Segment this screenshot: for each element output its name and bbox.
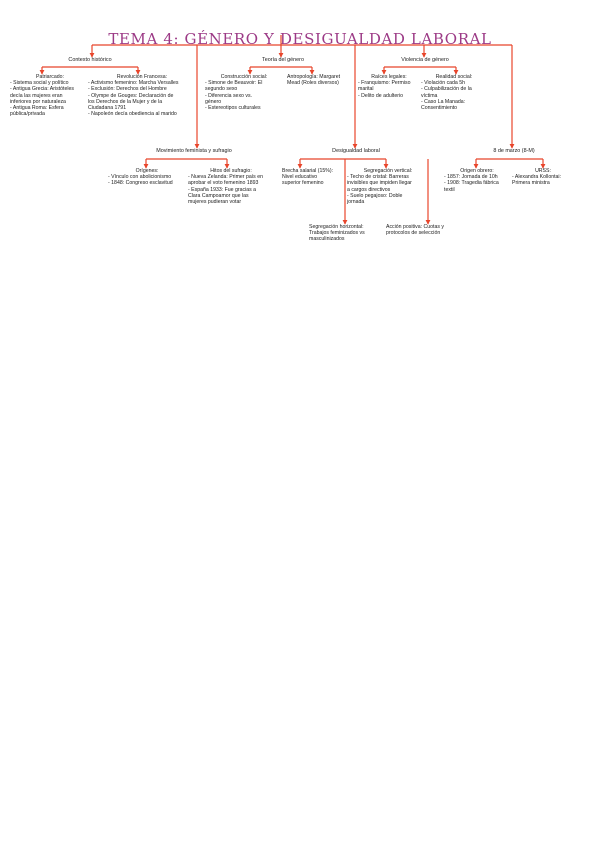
list-item: - Delito de adulterio (358, 92, 403, 99)
list-item: Consentimiento (421, 105, 458, 112)
list-item: - Culpabilización de la (421, 86, 472, 93)
list-item: mujeres pudieran votar (188, 199, 242, 206)
list-item: pública/privada (10, 111, 45, 118)
list-item: Trabajos feminizados vs (309, 230, 365, 237)
list-item: inferiores por naturaleza (10, 98, 66, 105)
node-segregacion-vertical (347, 168, 429, 205)
list-item: - 1857: Jornada de 10h (444, 174, 498, 181)
list-item: - Caso La Manada: (421, 98, 466, 105)
list-item: masculinizados (309, 236, 345, 243)
node-desigualdad-laboral: Desigualdad laboral (332, 148, 380, 154)
list-item: - Vínculo con abolicionismo (108, 174, 172, 181)
list-item: - Napoleón decía obediencia al marido (88, 111, 177, 118)
list-item: - Suelo pegajoso: Doble (347, 192, 403, 199)
node-realidad-social (421, 74, 487, 111)
list-item: decía las mujeres eran (10, 92, 63, 99)
list-item: - Simone de Beauvoir: El (205, 80, 263, 87)
node-patriarcado (10, 74, 90, 117)
list-item: invisibles que impiden llegar (347, 180, 412, 187)
list-item: - España 1933: Fue gracias a (188, 186, 257, 193)
node-violencia-genero: Violencia de género (401, 57, 449, 63)
node-8-marzo: 8 de marzo (8-M) (493, 148, 535, 154)
list-item: Nivel educativo (282, 174, 318, 181)
node-origenes (108, 168, 186, 187)
node-teoria-genero: Teoría del género (262, 57, 304, 63)
list-item: - 1848: Congreso esclavitud (108, 180, 173, 187)
node-origen-label: Origen obrero: (460, 168, 494, 174)
list-item: - Franquismo: Permiso (358, 80, 411, 87)
list-item: superior femenino (282, 180, 324, 187)
list-item: - Exclusión: Derechos del Hombre (88, 86, 167, 93)
node-antropologia (287, 74, 357, 86)
node-hitos-label: Hitos del sufragio: (210, 168, 252, 174)
list-item: - Antigua Roma: Esfera (10, 105, 64, 112)
node-revolucion-label: Revolución Francesa: (116, 74, 168, 80)
list-item: jornada (347, 199, 365, 206)
node-raices-label: Raíces legales: (371, 74, 407, 80)
node-accion-positiva (386, 224, 464, 236)
list-item: Ciudadana 1791 (88, 105, 127, 112)
node-origen-obrero (444, 168, 510, 193)
list-item: Clara Campoamor que las (188, 192, 249, 199)
node-construccion-social (205, 74, 283, 111)
node-urss (512, 168, 574, 187)
node-brecha-salarial (282, 168, 346, 187)
list-item: - Olympe de Gouges: Declaración de (88, 92, 174, 99)
node-hitos-sufragio (188, 168, 274, 205)
list-item: Acción positiva: Cuotas y (386, 224, 444, 230)
list-item: - Sistema social y político (10, 80, 69, 87)
list-item: protocolos de selección (386, 230, 441, 237)
list-item: - Alexandra Kollontai: (512, 174, 562, 181)
list-item: Brecha salarial (15%): (282, 168, 334, 174)
node-movimiento-feminista: Movimiento feminista y sufragio (156, 148, 232, 154)
list-item: Segregación horizontal: (309, 224, 364, 230)
list-item: - Activismo femenino: Marcha Versalles (88, 80, 179, 87)
list-item: marital (358, 86, 374, 93)
node-revolucion-francesa (88, 74, 196, 117)
list-item: segundo sexo (205, 86, 238, 93)
node-raices-legales (358, 74, 420, 99)
list-item: aprobar el voto femenino 1893 (188, 180, 259, 187)
node-patriarcado-label: Patriarcado: (36, 74, 64, 80)
list-item: - Estereotipos culturales (205, 105, 261, 112)
list-item: - 1908: Tragedia fábrica (444, 180, 499, 187)
list-item: - Techo de cristal: Barreras (347, 174, 409, 181)
node-urss-label: URSS: (535, 168, 551, 174)
list-item: Primera ministra (512, 180, 550, 187)
list-item: los Derechos de la Mujer y de la (88, 98, 163, 105)
node-contexto-historico: Contexto histórico (68, 57, 112, 63)
page-title: TEMA 4: GÉNERO Y DESIGUALDAD LABORAL (108, 30, 492, 49)
list-item: Mead (Roles diversos) (287, 80, 339, 87)
node-segregacion-horizontal (309, 224, 383, 243)
list-item: género (205, 98, 222, 105)
list-item: - Violación cada 5h (421, 80, 466, 87)
node-origenes-label: Orígenes: (135, 168, 159, 174)
node-realidad-label: Realidad social: (435, 74, 473, 80)
list-item: textil (444, 186, 455, 193)
node-construccion-label: Construcción social: (220, 74, 268, 80)
list-item: - Antigua Grecia: Aristóteles (10, 86, 75, 93)
list-item: - Diferencia sexo vs. (205, 92, 252, 99)
list-item: - Nueva Zelanda: Primer país en (188, 174, 263, 181)
list-item: Antropología: Margaret (287, 74, 341, 80)
list-item: víctima (421, 92, 438, 99)
node-vertical-label: Segregación vertical: (363, 168, 413, 174)
list-item: a cargos directivos (347, 186, 391, 193)
